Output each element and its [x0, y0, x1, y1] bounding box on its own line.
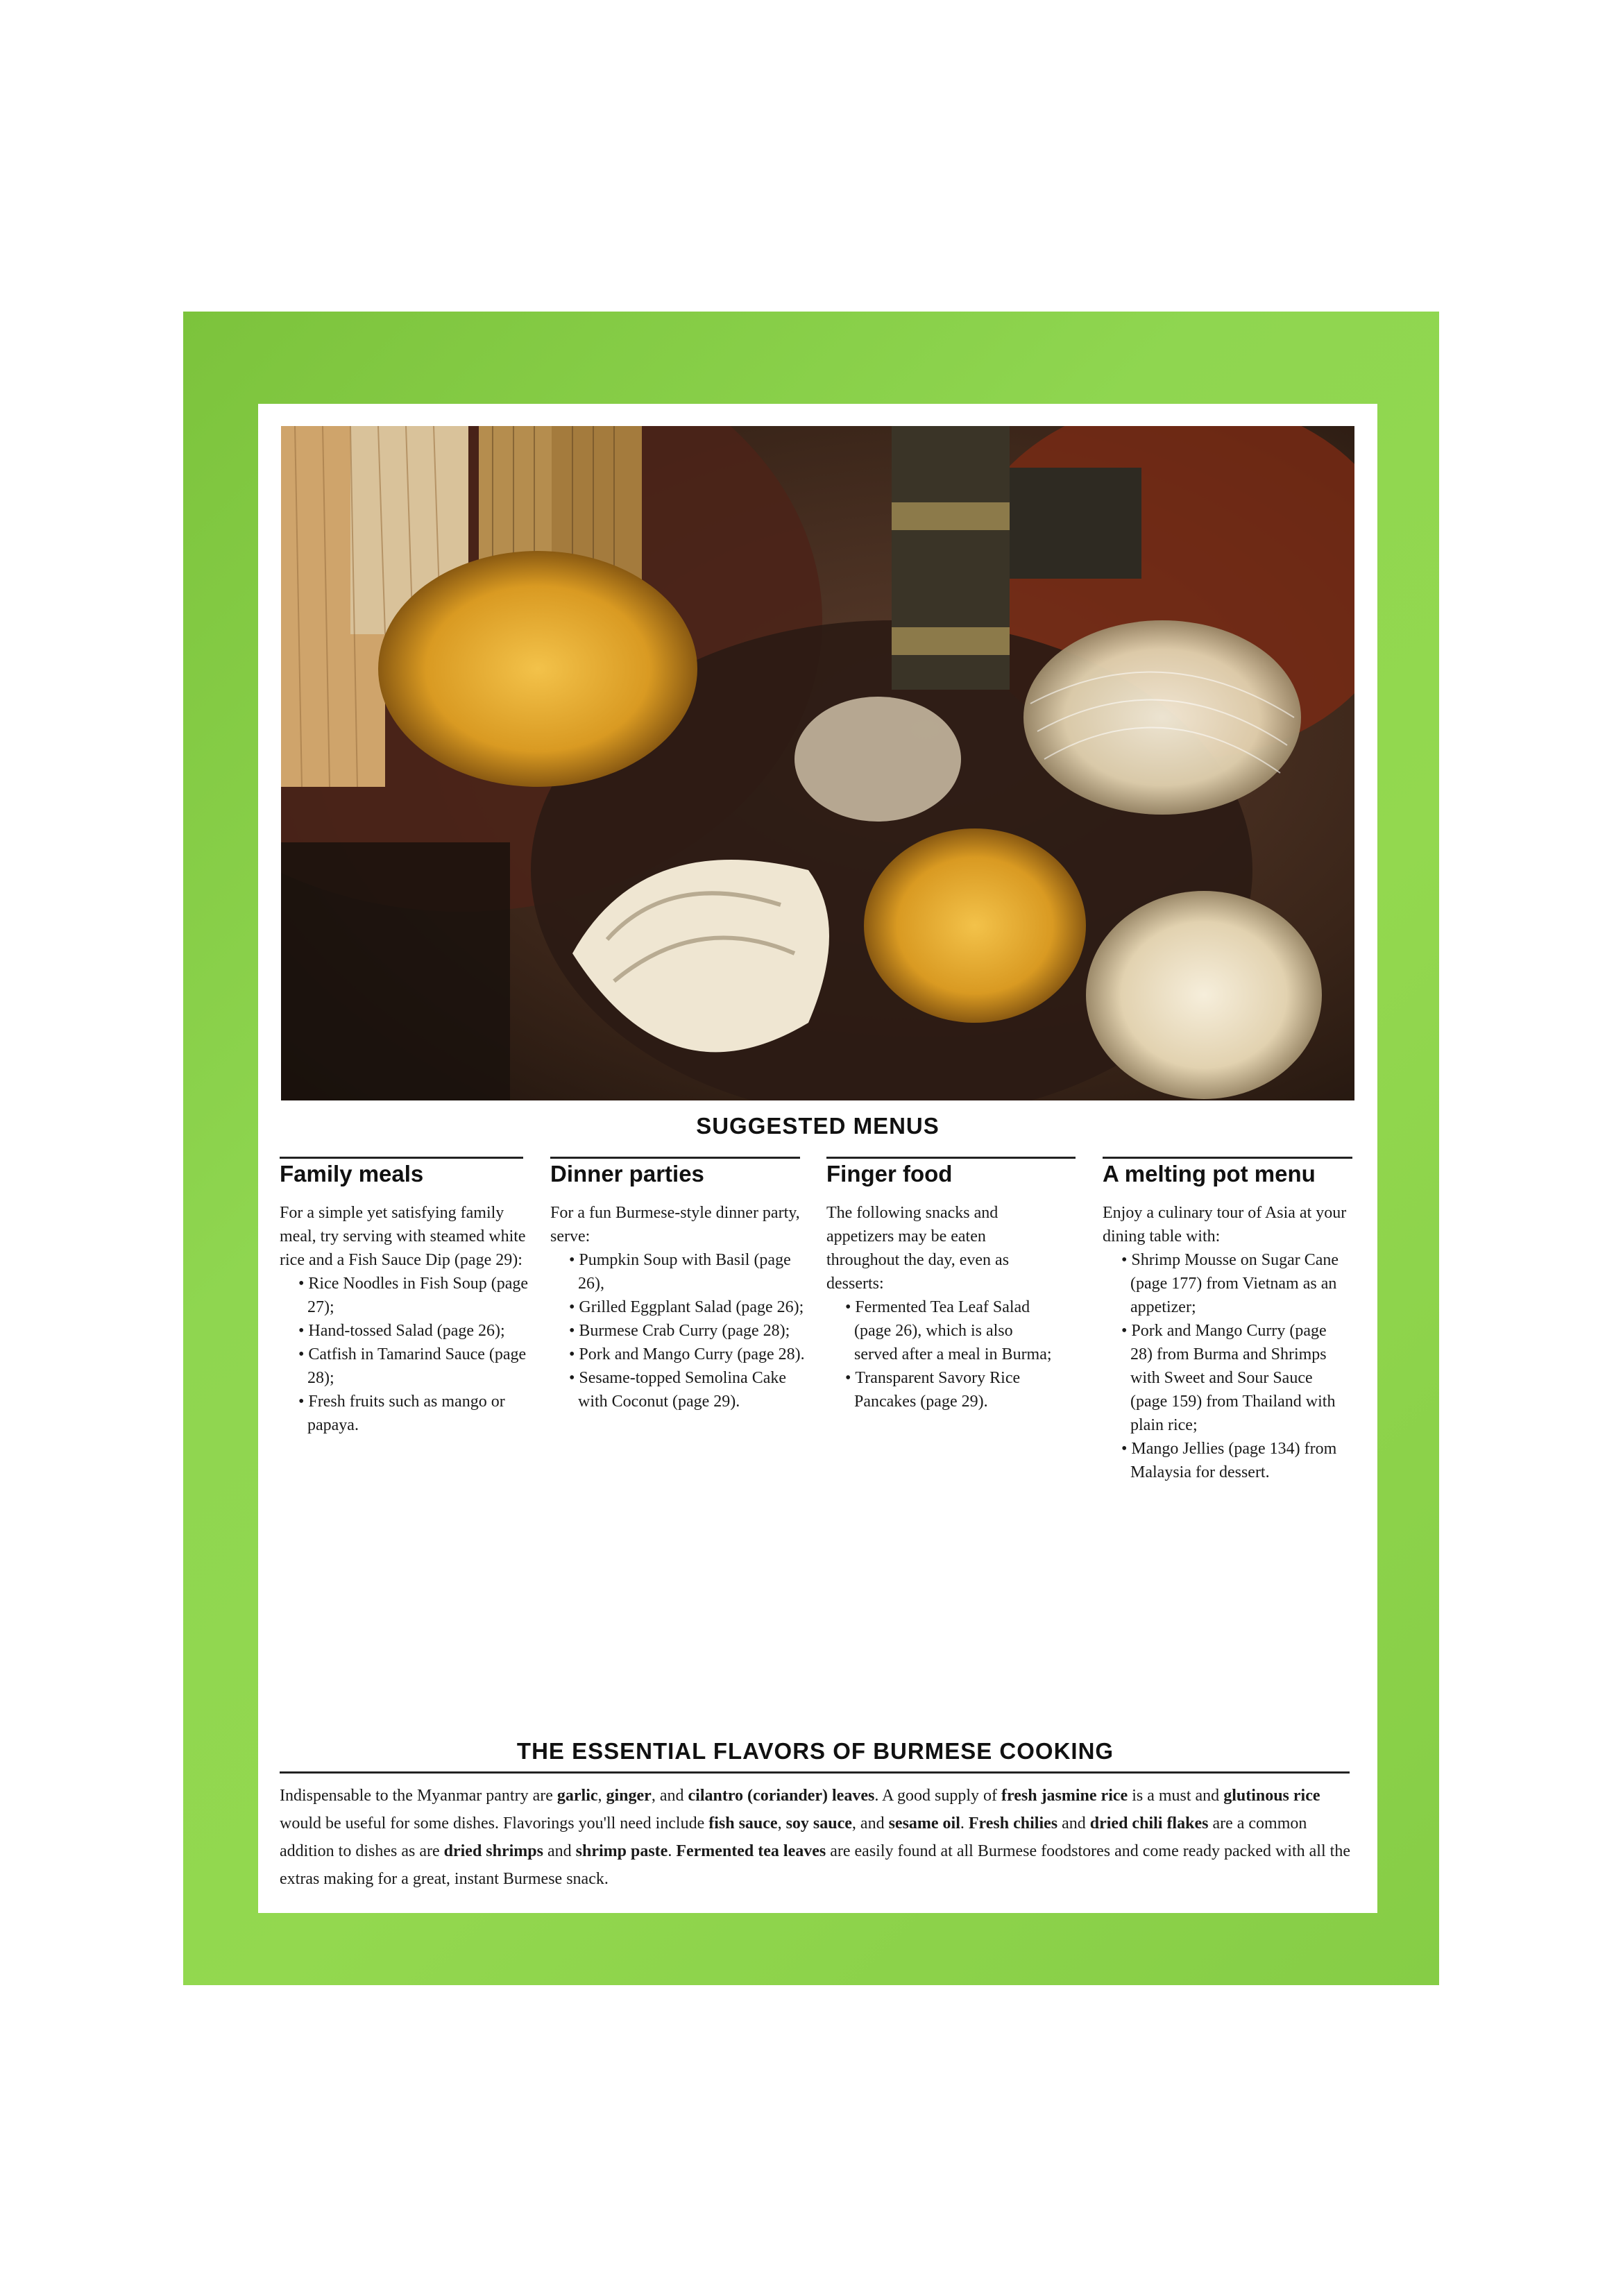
menu-column-family-meals	[280, 1161, 529, 1437]
column-heading: A melting pot menu	[1103, 1161, 1316, 1187]
list-item: • Burmese Crab Curry (page 28);	[550, 1319, 807, 1343]
column-intro: For a fun Burmese-style dinner party, serve:	[550, 1203, 800, 1245]
essential-flavors-paragraph: Indispensable to the Myanmar pantry are garlic, ginger, and cilantro (coriander) leaves. A good supply of fresh jasmine rice is a must and glutinous rice would be useful for some dishes. Flavorings you'll need include fish sauce, soy sauce, and sesame oil. Fresh chilies and dried chili flakes are a common addition to dishes as are dried shrimps and shrimp paste. Fermented tea leaves are easily found at all Burmese foodstores and come ready packed with all the extras making for a great, instant Burmese snack.	[280, 1787, 1350, 1888]
list-item: • Pork and Mango Curry (page 28).	[550, 1343, 807, 1366]
menu-list	[826, 1295, 1052, 1413]
list-item: • Grilled Eggplant Salad (page 26);	[550, 1295, 807, 1319]
highlight-ingredient: soy sauce	[785, 1814, 852, 1832]
column-divider-rule	[550, 1157, 800, 1159]
column-heading: Family meals	[280, 1161, 424, 1187]
menu-column-finger-food	[826, 1161, 1052, 1413]
highlight-ingredient: dried chili flakes	[1089, 1814, 1209, 1832]
highlight-ingredient: fresh jasmine rice	[1001, 1787, 1128, 1805]
column-heading: Dinner parties	[550, 1161, 704, 1187]
menu-list	[550, 1248, 807, 1413]
column-intro: Enjoy a culinary tour of Asia at your dining table with:	[1103, 1203, 1347, 1245]
highlight-ingredient: Fermented tea leaves	[676, 1842, 826, 1860]
highlight-ingredient: shrimp paste	[575, 1842, 668, 1860]
list-item: • Shrimp Mousse on Sugar Cane (page 177) from Vietnam as an appetizer;	[1103, 1248, 1352, 1319]
list-item: • Pumpkin Soup with Basil (page 26),	[550, 1248, 807, 1295]
menu-column-dinner-parties	[550, 1161, 807, 1413]
noodle-photo	[281, 426, 1354, 1100]
list-item: • Transparent Savory Rice Pancakes (page 29).	[826, 1366, 1052, 1413]
column-intro: For a simple yet satisfying family meal, try serving with steamed white rice and a Fish Sauce Dip (page 29):	[280, 1203, 526, 1269]
list-item: • Hand-tossed Salad (page 26);	[280, 1319, 529, 1343]
column-divider-rule	[280, 1157, 523, 1159]
list-item: • Rice Noodles in Fish Soup (page 27);	[280, 1272, 529, 1319]
column-heading: Finger food	[826, 1161, 953, 1187]
noodle-photo-illustration	[281, 426, 1354, 1100]
column-divider-rule	[1103, 1157, 1352, 1159]
highlight-ingredient: Fresh chilies	[968, 1814, 1058, 1832]
highlight-ingredient: ginger	[606, 1787, 652, 1805]
highlight-ingredient: glutinous rice	[1223, 1787, 1320, 1805]
menu-column-melting-pot	[1103, 1161, 1352, 1484]
list-item: • Mango Jellies (page 134) from Malaysia for dessert.	[1103, 1437, 1352, 1484]
flavors-divider-rule	[280, 1771, 1350, 1774]
list-item: • Sesame-topped Semolina Cake with Coconut (page 29).	[550, 1366, 807, 1413]
highlight-ingredient: garlic	[556, 1787, 598, 1805]
menu-list	[280, 1272, 529, 1437]
list-item: • Catfish in Tamarind Sauce (page 28);	[280, 1343, 529, 1390]
essential-flavors-title: THE ESSENTIAL FLAVORS OF BURMESE COOKING	[516, 1738, 1114, 1764]
highlight-ingredient: fish sauce	[708, 1814, 778, 1832]
suggested-menus-title: SUGGESTED MENUS	[696, 1113, 940, 1139]
menu-list	[1103, 1248, 1352, 1484]
highlight-ingredient: cilantro (coriander) leaves	[688, 1787, 875, 1805]
list-item: • Pork and Mango Curry (page 28) from Burma and Shrimps with Sweet and Sour Sauce (page 159) from Thailand with plain rice;	[1103, 1319, 1352, 1437]
highlight-ingredient: dried shrimps	[443, 1842, 543, 1860]
column-intro: The following snacks and appetizers may be eaten throughout the day, even as desserts:	[826, 1203, 1010, 1293]
list-item: • Fermented Tea Leaf Salad (page 26), which is also served after a meal in Burma;	[826, 1295, 1052, 1366]
column-divider-rule	[826, 1157, 1076, 1159]
highlight-ingredient: sesame oil	[888, 1814, 960, 1832]
list-item: • Fresh fruits such as mango or papaya.	[280, 1390, 529, 1437]
